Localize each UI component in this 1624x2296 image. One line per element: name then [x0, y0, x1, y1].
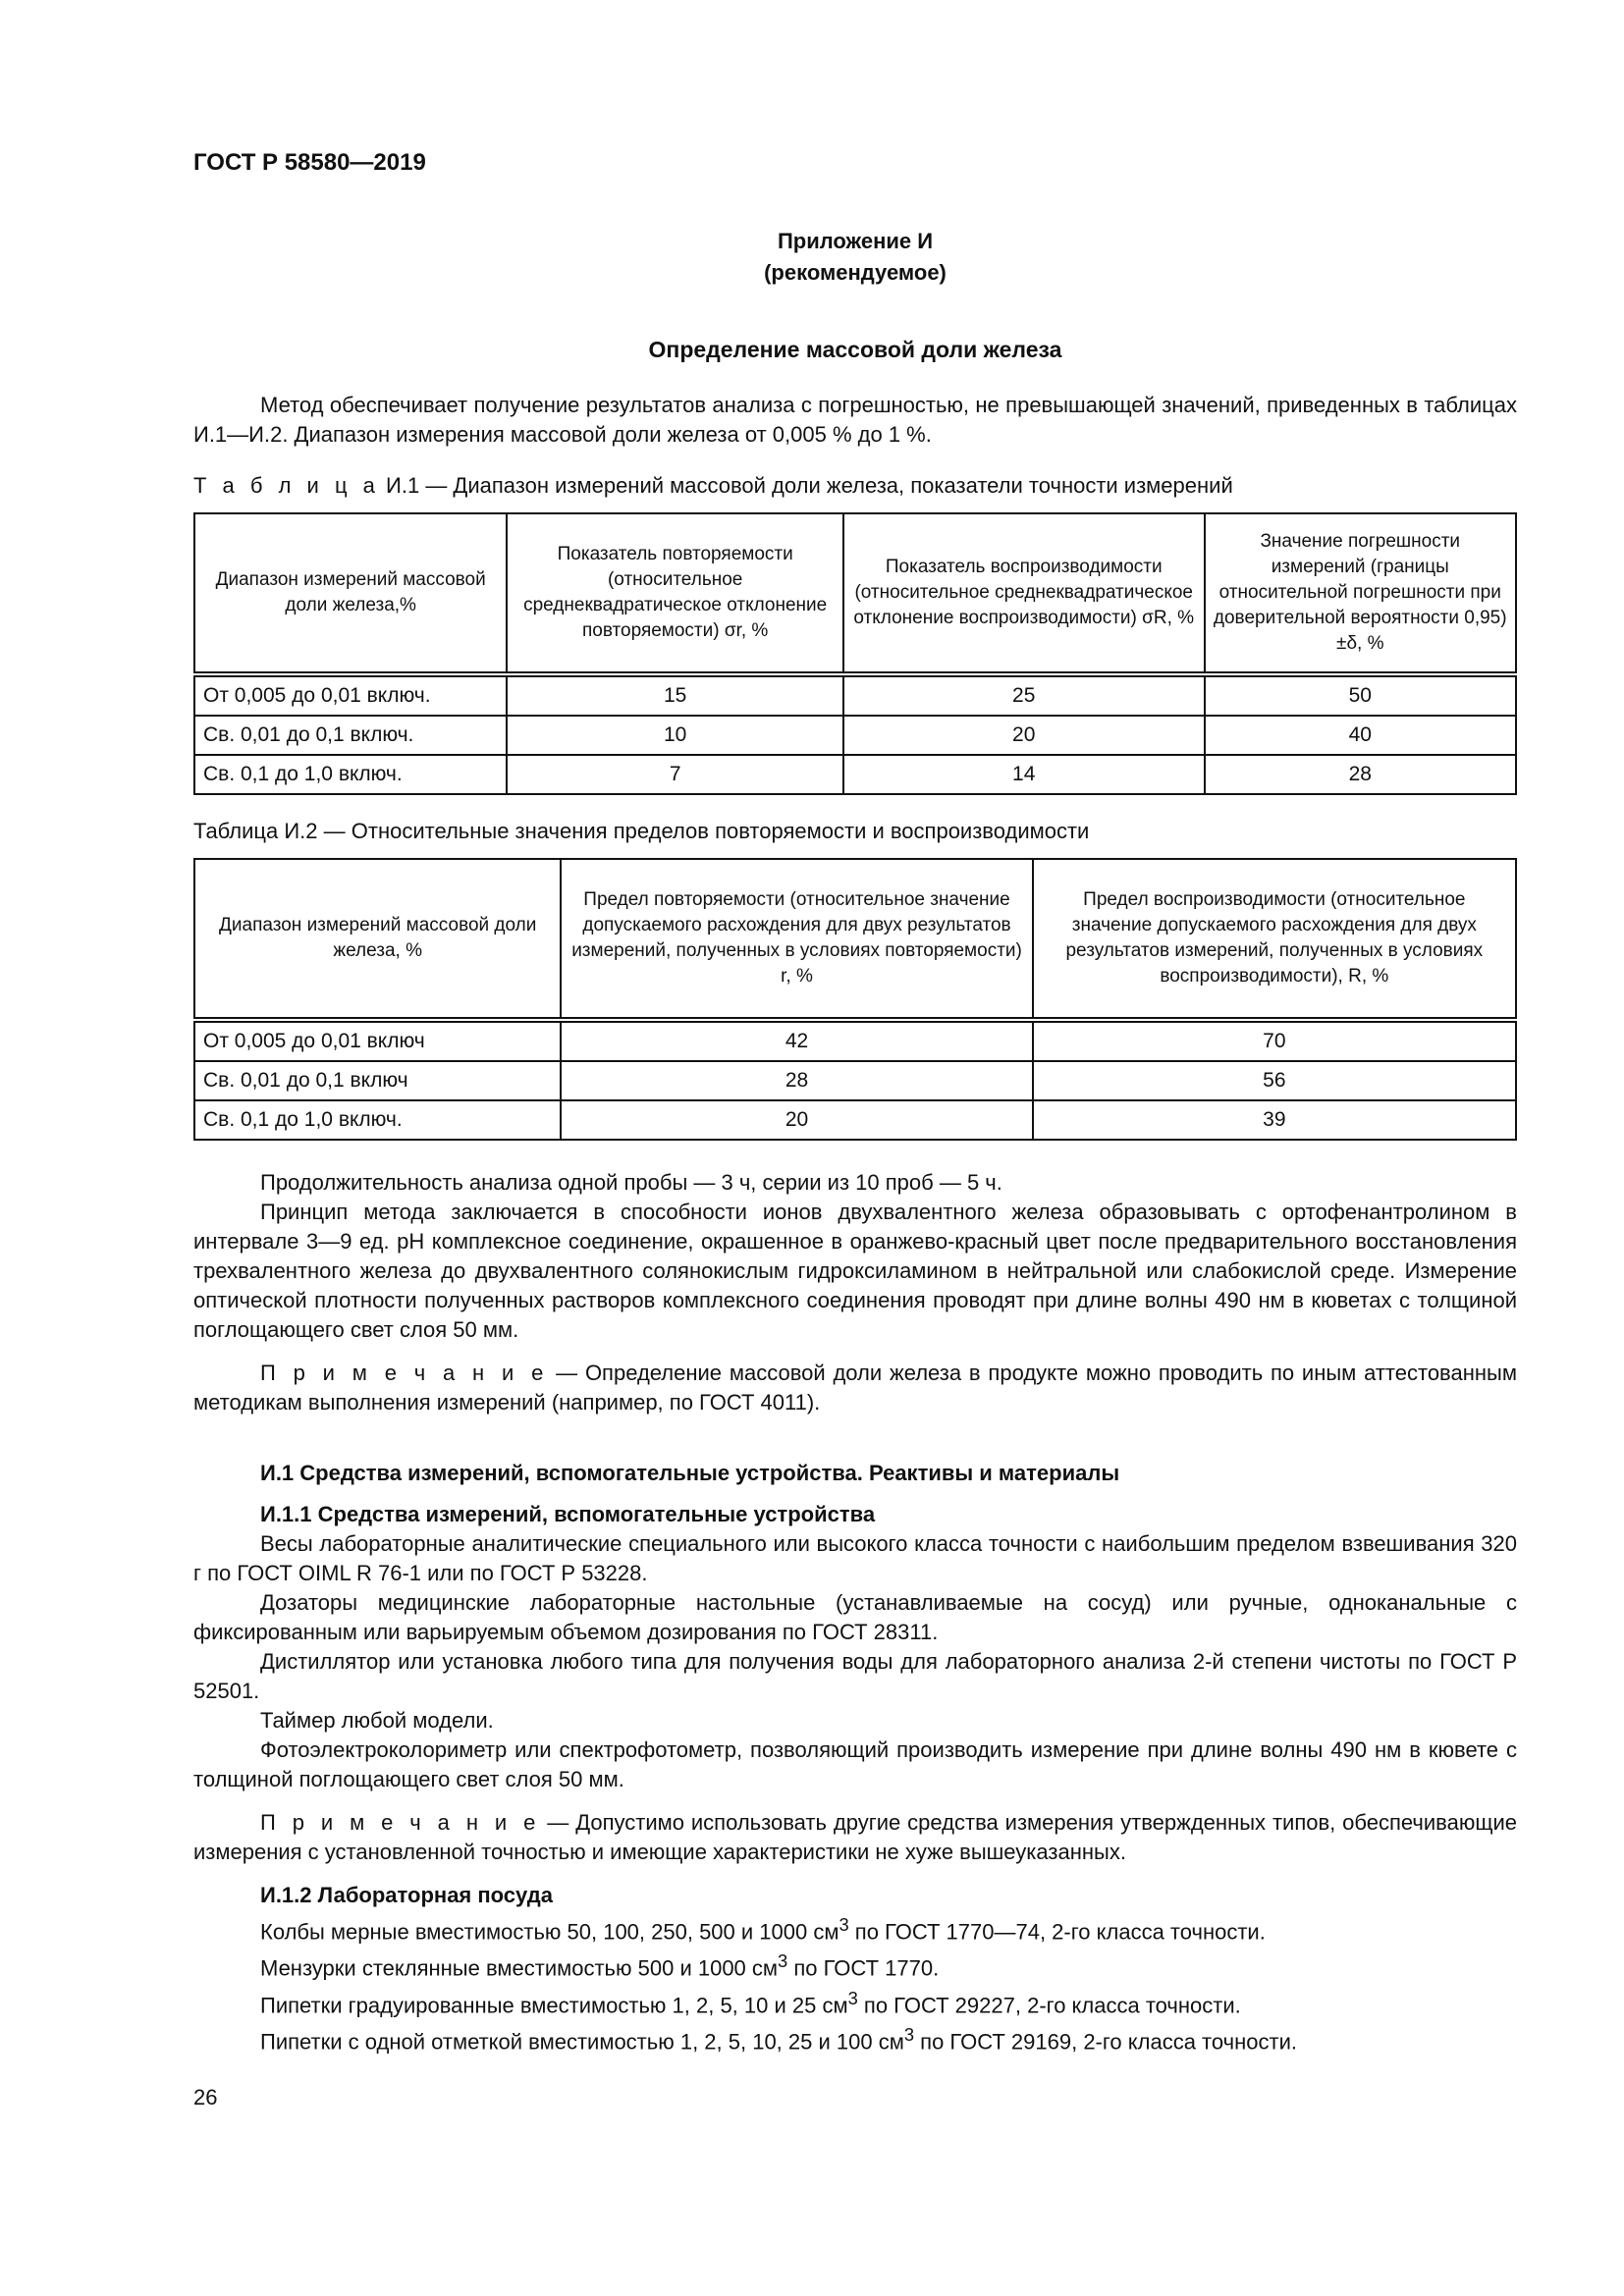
table-row — [194, 1020, 1516, 1061]
table-cell: 50 — [1205, 674, 1517, 716]
item-text: Колбы мерные вместимостью 50, 100, 250, 500 и 1000 см — [260, 1919, 839, 1945]
table-cell: 20 — [843, 716, 1205, 755]
duration-paragraph: Продолжительность анализа одной пробы — 3 ч, серии из 10 проб — 5 ч. — [260, 1170, 1002, 1195]
table-1 — [193, 512, 1517, 795]
table-cell: 14 — [843, 755, 1205, 794]
table2-header: Предел воспроизводимости (относительное значение допускаемого расхождения для двух результатов измерений, полученных в условиях воспроизводимости), R, % — [1033, 859, 1516, 1020]
table1-header: Показатель воспроизводимости (относительное среднеквадратическое отклонение воспроизводимости) σR, % — [843, 513, 1205, 674]
table-cell: Св. 0,01 до 0,1 включ. — [194, 716, 507, 755]
table-row — [194, 674, 1516, 716]
appendix-heading: Определение массовой доли железа — [648, 337, 1062, 362]
table2-caption: Таблица И.2 — Относительные значения пределов повторяемости и воспроизводимости — [193, 819, 1090, 843]
superscript: 3 — [903, 2023, 915, 2045]
list-item: Дозаторы медицинские лабораторные настольные (устанавливаемые на сосуд) или ручные, одноканальные с фиксированным или варьируемым объемом дозирования по ГОСТ 28311. — [193, 1590, 1517, 1644]
note-1 — [193, 1359, 1517, 1417]
table-2 — [193, 858, 1517, 1141]
item-text: по ГОСТ 29227, 2-го класса точности. — [857, 1992, 1241, 2017]
table-row — [194, 1100, 1516, 1140]
page-number: 26 — [193, 2085, 218, 2109]
table1-header: Показатель повторяемости (относительное среднеквадратическое отклонение повторяемости) σr, % — [507, 513, 843, 674]
item-text: Мензурки стеклянные вместимостью 500 и 1000 см — [260, 1955, 779, 1981]
table-cell: 40 — [1205, 716, 1517, 755]
item-text: по ГОСТ 1770. — [787, 1955, 940, 1981]
item-text: по ГОСТ 1770—74, 2-го класса точности. — [848, 1919, 1266, 1945]
table-cell: 70 — [1033, 1020, 1516, 1061]
table1-header: Значение погрешности измерений (границы относительной погрешности при доверительной вероятности 0,95) ±δ, % — [1205, 513, 1517, 674]
principle-paragraph: Принцип метода заключается в способности ионов двухвалентного железа образовывать с ортофенантролином в интервале 3—9 ед. pH комплексное соединение, окрашенное в оранжево-красный цвет после предварительного восстановления трехвалентного железа до двухвалентного солянокислым гидроксиламином в нейтральной или слабокислой среде. Измерение оптической плотности полученных растворов комплексного соединения проводят при длине волны 490 нм в кюветах с толщиной поглощающего свет слоя 50 мм. — [193, 1200, 1517, 1342]
table2-header: Диапазон измерений массовой доли железа, % — [194, 859, 561, 1020]
table-cell: 56 — [1033, 1061, 1516, 1100]
list-item — [193, 1910, 1517, 1947]
list-item — [193, 2020, 1517, 2056]
note-2 — [193, 1808, 1517, 1867]
table-cell: 42 — [561, 1020, 1032, 1061]
note-text: — Допустимо использовать другие средства измерения утвержденных типов, обеспечивающие измерения с установленной точностью и имеющие характеристики не хуже вышеуказанных. — [193, 1810, 1517, 1864]
table-cell: Св. 0,01 до 0,1 включ — [194, 1061, 561, 1100]
table2-header: Предел повторяемости (относительное значение допускаемого расхождения для двух результатов измерений, полученных в условиях повторяемости) r, % — [561, 859, 1032, 1020]
section-i12-heading: И.1.2 Лабораторная посуда — [260, 1883, 553, 1907]
superscript: 3 — [839, 1914, 849, 1935]
list-item — [193, 1984, 1517, 2020]
table-cell: Св. 0,1 до 1,0 включ. — [194, 755, 507, 794]
table-cell: 10 — [507, 716, 843, 755]
table-row — [194, 1061, 1516, 1100]
note-text: — Определение массовой доли железа в продукте можно проводить по иным аттестованным методикам выполнения измерений (например, по ГОСТ 4011). — [193, 1361, 1517, 1415]
list-item — [193, 1947, 1517, 1983]
intro-paragraph: Метод обеспечивает получение результатов анализа с погрешностью, не превышающей значений, приведенных в таблицах И.1—И.2. Диапазон измерения массовой доли железа от 0,005 % до 1 %. — [193, 393, 1517, 447]
table1-caption-prefix: Т а б л и ц а — [193, 473, 380, 498]
item-text: по ГОСТ 29169, 2-го класса точности. — [914, 2029, 1297, 2055]
table-cell: От 0,005 до 0,01 включ — [194, 1020, 561, 1061]
table-cell: 20 — [561, 1100, 1032, 1140]
note-label: П р и м е ч а н и е — [260, 1361, 549, 1385]
table-cell: 39 — [1033, 1100, 1516, 1140]
table-cell: Св. 0,1 до 1,0 включ. — [194, 1100, 561, 1140]
section-i11-heading: И.1.1 Средства измерений, вспомогательные устройства — [260, 1502, 876, 1526]
table1-caption-text: И.1 — Диапазон измерений массовой доли железа, показатели точности измерений — [386, 473, 1233, 498]
table-cell: 7 — [507, 755, 843, 794]
list-item: Дистиллятор или установка любого типа для получения воды для лабораторного анализа 2-й степени чистоты по ГОСТ Р 52501. — [193, 1649, 1517, 1703]
item-text: Пипетки с одной отметкой вместимостью 1, 2, 5, 10, 25 и 100 см — [260, 2029, 904, 2055]
table-cell: 28 — [1205, 755, 1517, 794]
item-text: Пипетки градуированные вместимостью 1, 2, 5, 10 и 25 см — [260, 1992, 848, 2017]
list-item: Весы лабораторные аналитические специального или высокого класса точности с наибольшим пределом взвешивания 320 г по ГОСТ OIML R 76-1 или по ГОСТ Р 53228. — [193, 1531, 1517, 1585]
table-cell: 15 — [507, 674, 843, 716]
table-row — [194, 755, 1516, 794]
appendix-status: (рекомендуемое) — [764, 260, 947, 285]
appendix-title: Приложение И — [777, 229, 934, 253]
table-row — [194, 716, 1516, 755]
table-cell: От 0,005 до 0,01 включ. — [194, 674, 507, 716]
superscript: 3 — [778, 1950, 788, 1972]
section-i1-heading: И.1 Средства измерений, вспомогательные устройства. Реактивы и материалы — [260, 1461, 1120, 1485]
document-header: ГОСТ Р 58580—2019 — [193, 149, 426, 176]
table1-header: Диапазон измерений массовой доли железа,% — [194, 513, 507, 674]
note-label: П р и м е ч а н и е — [260, 1810, 541, 1835]
superscript: 3 — [847, 1987, 858, 2008]
table-cell: 28 — [561, 1061, 1032, 1100]
table1-caption — [193, 471, 1517, 501]
list-item: Фотоэлектроколориметр или спектрофотометр, позволяющий производить измерение при длине волны 490 нм в кювете с толщиной поглощающего свет слоя 50 мм. — [193, 1737, 1517, 1791]
table-cell: 25 — [843, 674, 1205, 716]
list-item: Таймер любой модели. — [260, 1708, 494, 1733]
